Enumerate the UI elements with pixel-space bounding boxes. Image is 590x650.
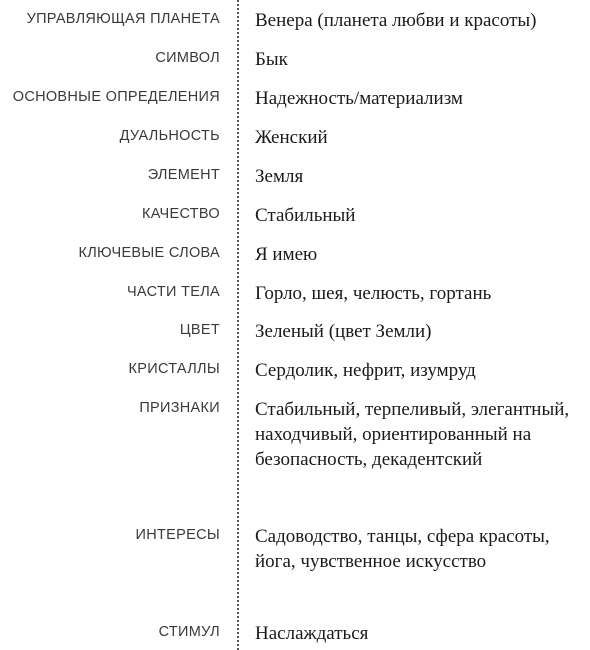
row-value: Женский [255,127,328,148]
row-value: Надежность/материализм [255,88,463,109]
row-label: КАЧЕСТВО [141,206,220,222]
row-label: ИНТЕРЕСЫ [135,527,220,543]
row-value: Сердолик, нефрит, изумруд [255,360,476,381]
row-value: Венера (планета любви и красоты) [255,10,537,31]
column-divider [237,0,239,650]
row-label: КРИСТАЛЛЫ [128,361,220,377]
row-label: ОСНОВНЫЕ ОПРЕДЕЛЕНИЯ [12,89,220,105]
row-label: ЭЛЕМЕНТ [147,167,220,183]
row-label: КЛЮЧЕВЫЕ СЛОВА [78,245,220,261]
row-label: УПРАВЛЯЮЩАЯ ПЛАНЕТА [26,11,220,27]
row-label: ДУАЛЬНОСТЬ [119,128,220,144]
row-value: Стабильный, терпеливый, элегантный, находчивый, ориентированный на безопасность, декадентский [255,399,570,470]
row-value: Я имею [255,244,318,265]
row-label: ПРИЗНАКИ [139,400,220,416]
row-value: Стабильный [255,205,356,226]
row-value: Зеленый (цвет Земли) [255,321,432,342]
row-value: Наслаждаться [255,623,369,644]
row-value: Земля [255,166,304,187]
row-label: ЧАСТИ ТЕЛА [126,284,220,300]
row-label: СИМВОЛ [155,50,220,66]
row-label: СТИМУЛ [158,624,220,640]
row-value: Бык [255,49,288,70]
row-value: Садоводство, танцы, сфера красоты, йога, чувственное искусство [255,526,550,572]
row-label: ЦВЕТ [179,322,220,338]
row-value: Горло, шея, челюсть, гортань [255,283,492,304]
